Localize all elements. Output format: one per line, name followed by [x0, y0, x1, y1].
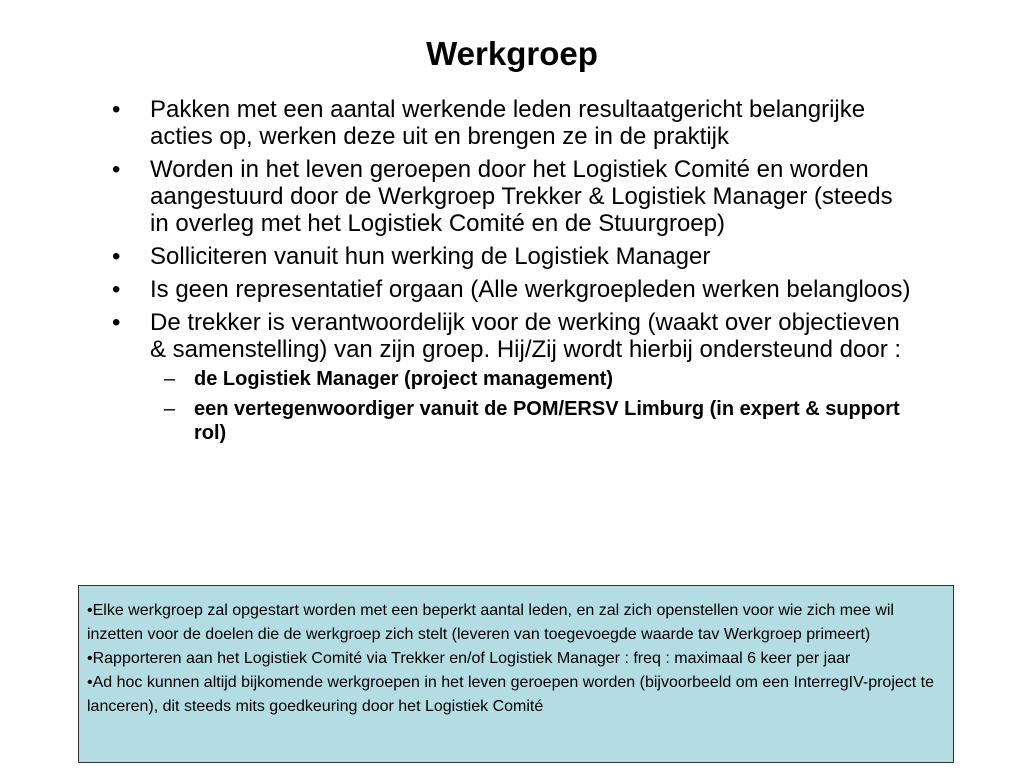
note-box — [78, 585, 954, 763]
bullet-list — [112, 96, 912, 451]
bullet-text: Is geen representatief orgaan (Alle werkgroepleden werken belangloos) — [150, 276, 911, 303]
bullet-marker: • — [112, 243, 121, 270]
sub-bullet-item — [156, 367, 912, 391]
bullet-text: Solliciteren vanuit hun werking de Logistiek Manager — [150, 243, 711, 270]
bullet-item — [112, 96, 912, 150]
sub-bullet-text: een vertegenwoordiger vanuit de POM/ERSV Limburg (in expert & support rol) — [194, 398, 900, 444]
bullet-item — [112, 276, 912, 303]
sub-bullet-text: de Logistiek Manager (project management) — [194, 368, 613, 390]
note-line: •Ad hoc kunnen altijd bijkomende werkgroepen in het leven geroepen worden (bijvoorbeeld om een InterregIV-project te lanceren), dit steeds mits goedkeuring door het Logistiek Comité — [87, 674, 935, 715]
note-line: •Elke werkgroep zal opgestart worden met een beperkt aantal leden, en zal zich openstellen voor wie zich mee wil inzetten voor de doelen die de werkgroep zich stelt (leveren van toegevoegde waarde tav Werkgroep primeert) — [87, 602, 894, 643]
bullet-marker: • — [112, 156, 121, 183]
bullet-item — [112, 309, 912, 445]
bullet-marker: • — [112, 276, 121, 303]
bullet-text: Worden in het leven geroepen door het Logistiek Comité en worden aangestuurd door de Werkgroep Trekker & Logistiek Manager (steeds in overleg met het Logistiek Comité en de Stuurgroep) — [150, 156, 893, 237]
bullet-item — [112, 243, 912, 270]
bullet-marker: • — [112, 309, 121, 336]
slide-title: Werkgroep — [426, 35, 598, 72]
sub-bullet-list — [156, 367, 912, 445]
bullet-marker: • — [112, 96, 121, 123]
note-line: •Rapporteren aan het Logistiek Comité via Trekker en/of Logistiek Manager : freq : maximaal 6 keer per jaar — [87, 650, 851, 667]
bullet-item — [112, 156, 912, 237]
dash-marker: – — [164, 398, 176, 420]
dash-marker: – — [164, 368, 176, 390]
bullet-text: De trekker is verantwoordelijk voor de werking (waakt over objectieven & samenstelling) van zijn groep. Hij/Zij wordt hierbij ondersteund door : — [150, 309, 902, 363]
bullet-text: Pakken met een aantal werkende leden resultaatgericht belangrijke acties op, werken deze uit en brengen ze in de praktijk — [150, 96, 866, 150]
sub-bullet-item — [156, 397, 912, 445]
